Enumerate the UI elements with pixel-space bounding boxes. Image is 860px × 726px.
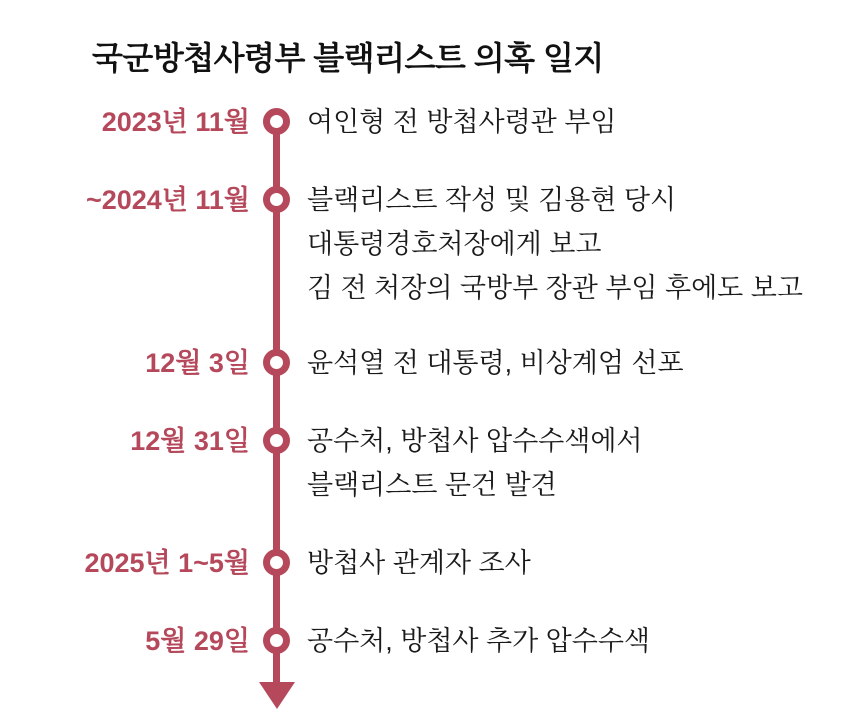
arrow-down-icon: [259, 682, 295, 709]
timeline-event-text: 블랙리스트 문건 발견: [307, 470, 557, 500]
timeline-date: ~2024년 11월: [85, 185, 250, 215]
timeline-event-text: 방첩사 관계자 조사: [307, 548, 531, 578]
timeline-event-text: 여인형 전 방첩사령관 부임: [307, 107, 617, 137]
timeline-event: [307, 178, 847, 310]
timeline-date: 12월 31일: [130, 426, 250, 456]
timeline-node-icon: [263, 108, 290, 135]
timeline-event-text: 대통령경호처장에게 보고: [307, 229, 602, 259]
timeline-event: [307, 541, 847, 585]
timeline-event-text: 블랙리스트 작성 및 김용현 당시: [307, 185, 677, 215]
timeline-event-text: 공수처, 방첩사 추가 압수수색: [307, 626, 650, 656]
timeline-node-icon: [263, 186, 290, 213]
timeline-event-text: 윤석열 전 대통령, 비상계엄 선포: [307, 348, 684, 378]
timeline-event: [307, 619, 847, 663]
timeline-event: [307, 100, 847, 144]
timeline-event-text: 공수처, 방첩사 압수수색에서: [307, 426, 643, 456]
timeline-event-text: 김 전 처장의 국방부 장관 부임 후에도 보고: [307, 273, 803, 303]
timeline-node-icon: [263, 349, 290, 376]
timeline-node-icon: [263, 549, 290, 576]
timeline-date: 2023년 11월: [101, 107, 250, 137]
page-title: 국군방첩사령부 블랙리스트 의혹 일지: [92, 40, 604, 76]
timeline-date: 2025년 1~5월: [84, 548, 250, 578]
timeline-node-icon: [263, 427, 290, 454]
timeline-date: 5월 29일: [145, 626, 250, 656]
timeline-event: [307, 341, 847, 385]
timeline-date: 12월 3일: [145, 348, 250, 378]
timeline-event: [307, 419, 847, 507]
timeline-node-icon: [263, 627, 290, 654]
